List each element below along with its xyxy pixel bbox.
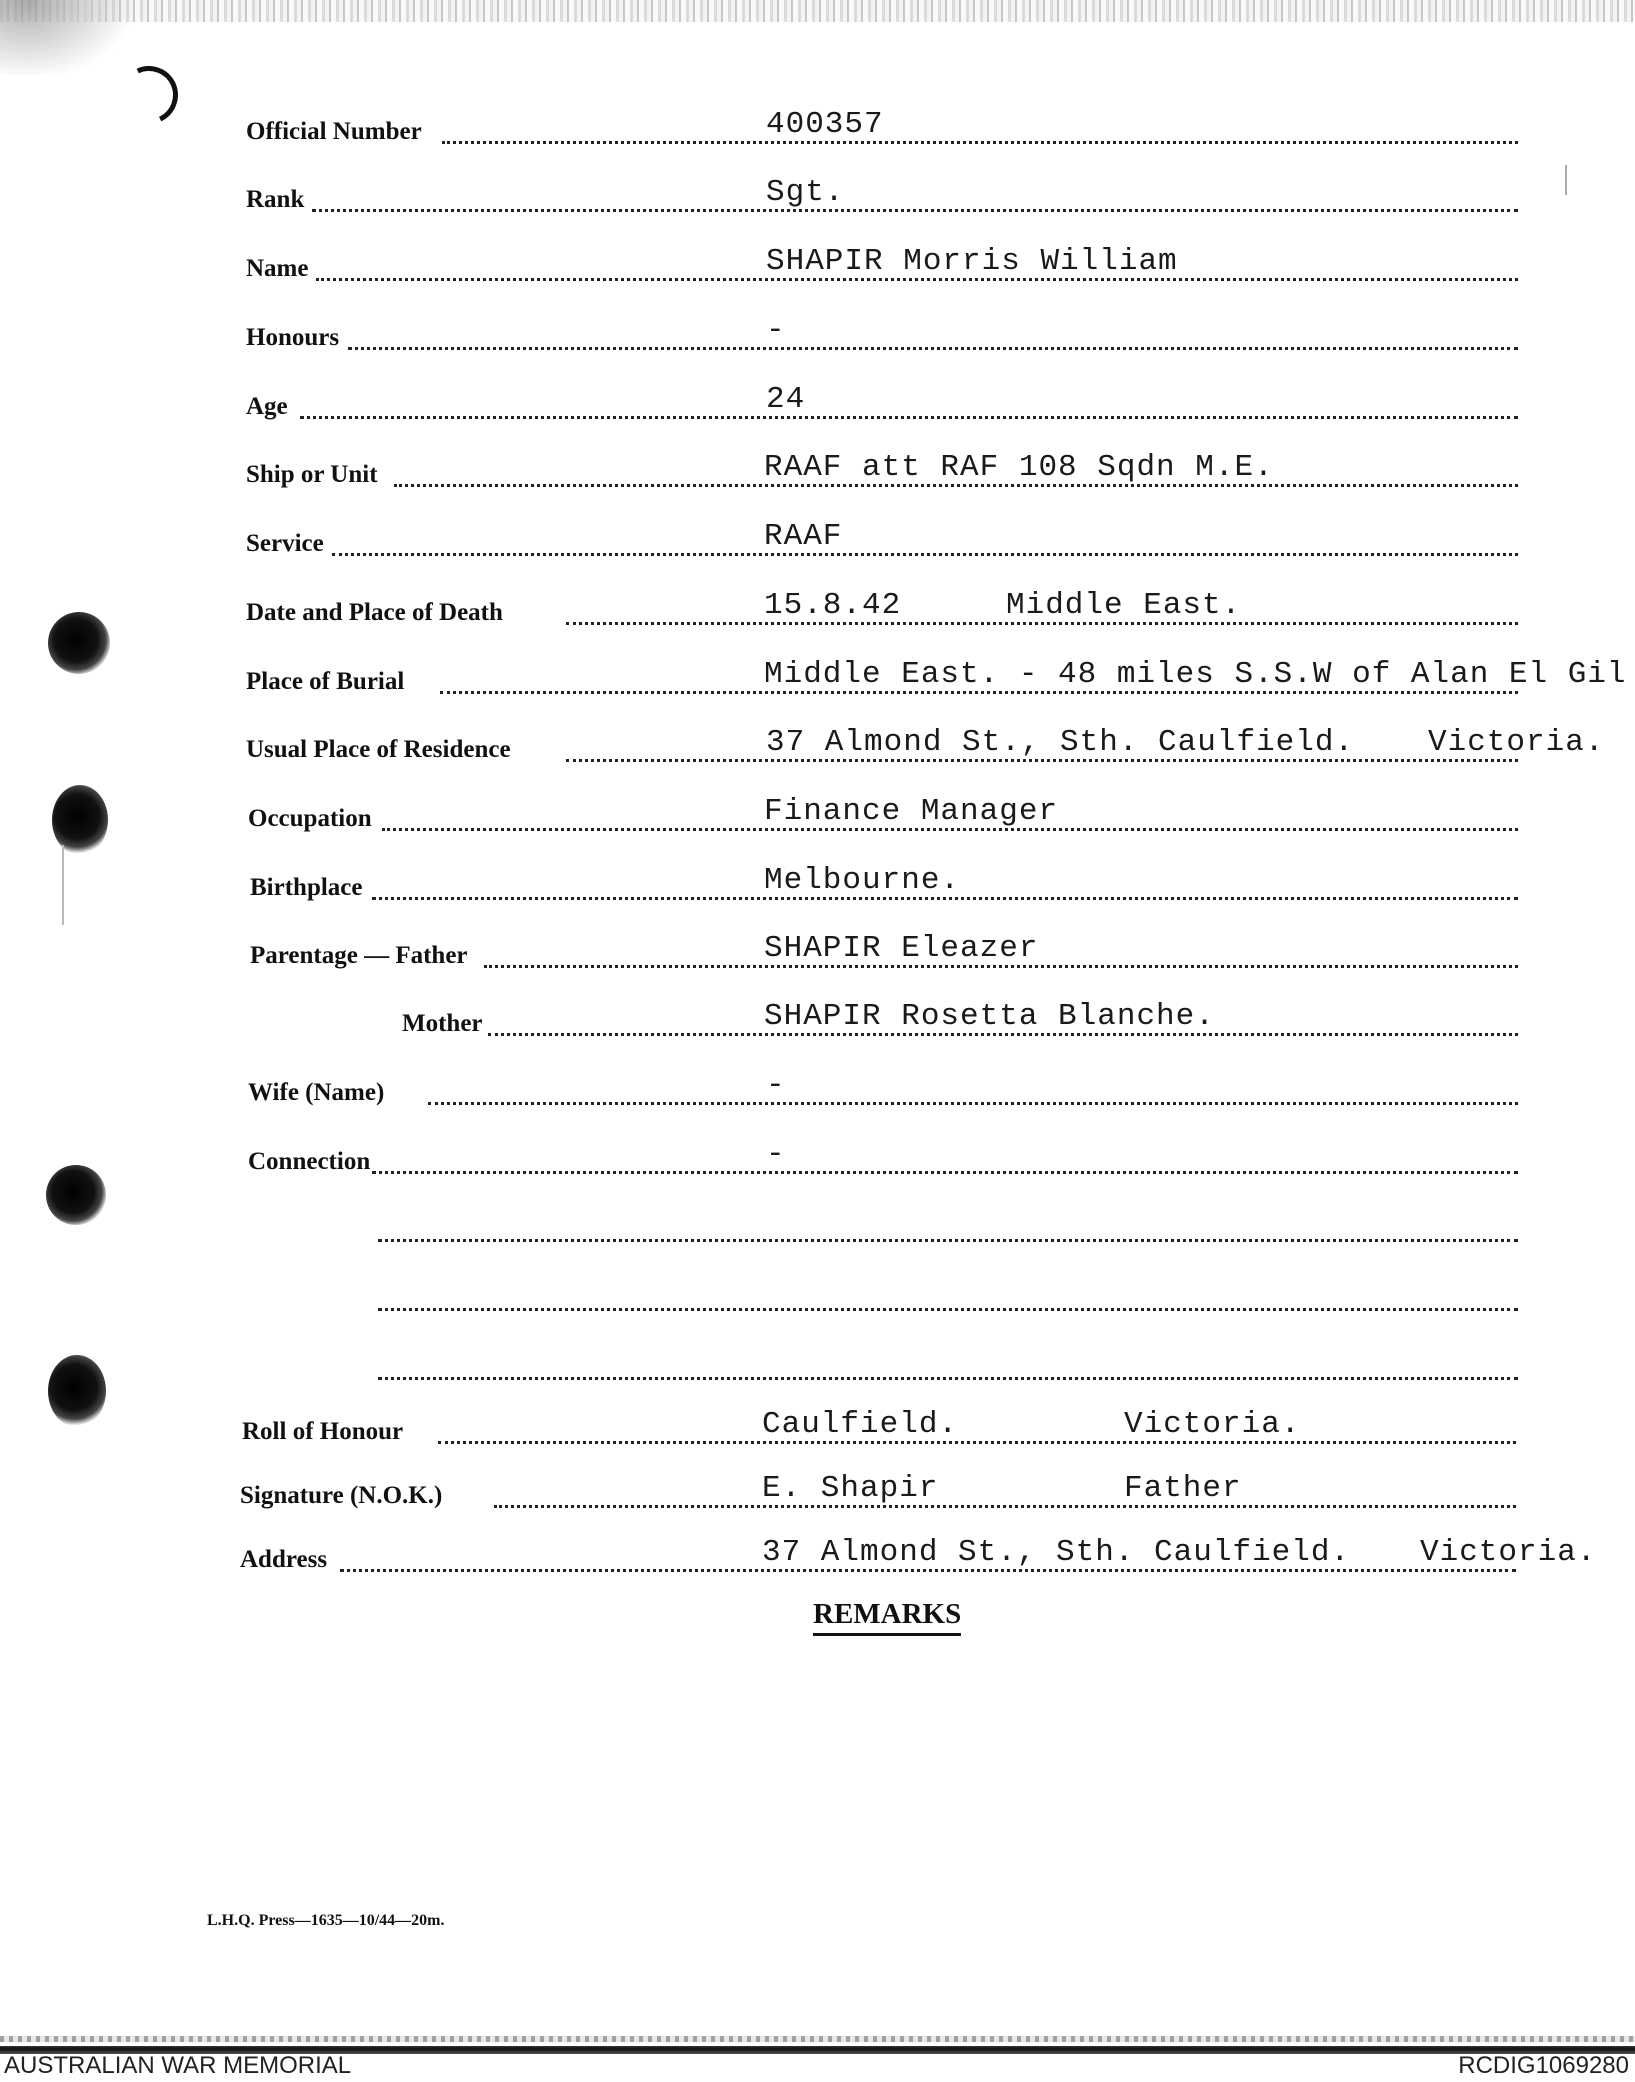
dotted-line <box>300 416 1518 419</box>
dotted-line <box>438 1441 1516 1444</box>
field-wife-name <box>0 1068 1635 1111</box>
field-value-secondary: Victoria. <box>1428 725 1605 760</box>
field-value: 24 <box>766 382 806 417</box>
field-value: SHAPIR Rosetta Blanche. <box>764 999 1215 1034</box>
dotted-line <box>378 1308 1518 1311</box>
field-value: - <box>766 1068 786 1103</box>
field-value: Middle East. - 48 miles S.S.W of Alan El Gil <box>764 657 1627 692</box>
field-occupation <box>0 794 1635 837</box>
field-value: Caulfield. <box>762 1407 959 1442</box>
footer-record-id: RCDIG1069280 <box>1458 2052 1629 2079</box>
field-value-secondary: Middle East. <box>1006 588 1242 623</box>
field-value: Melbourne. <box>764 863 961 898</box>
dotted-line <box>442 141 1518 144</box>
field-value: SHAPIR Morris William <box>766 244 1178 279</box>
field-label: Official Number <box>246 118 422 145</box>
field-label: Parentage — Father <box>250 942 468 969</box>
dotted-line <box>378 1377 1518 1380</box>
field-value-secondary: Father <box>1124 1471 1242 1506</box>
field-address <box>0 1535 1635 1578</box>
field-label: Birthplace <box>250 874 363 901</box>
field-roll-of-honour <box>0 1407 1635 1450</box>
dotted-line <box>312 209 1518 212</box>
field-name <box>0 244 1635 287</box>
field-birthplace <box>0 863 1635 906</box>
field-date-place-death <box>0 588 1635 631</box>
field-place-of-burial <box>0 657 1635 700</box>
printer-mark: L.H.Q. Press—1635—10/44—20m. <box>207 1912 445 1929</box>
field-label: Signature (N.O.K.) <box>240 1482 443 1509</box>
footer-archive-name: AUSTRALIAN WAR MEMORIAL <box>4 2052 352 2079</box>
field-label: Name <box>246 255 309 282</box>
field-usual-residence <box>0 725 1635 768</box>
field-value: - <box>766 313 786 348</box>
field-connection <box>0 1137 1635 1180</box>
field-label: Honours <box>246 324 340 351</box>
field-blank-line <box>0 1208 1635 1248</box>
field-label: Mother <box>402 1010 483 1037</box>
dotted-line <box>494 1505 1516 1508</box>
field-rank <box>0 175 1635 218</box>
field-label: Address <box>240 1546 328 1573</box>
field-value: 15.8.42 <box>764 588 902 623</box>
dotted-line <box>428 1102 1518 1105</box>
field-official-number <box>0 107 1635 150</box>
field-value-secondary: Victoria. <box>1124 1407 1301 1442</box>
field-label: Occupation <box>248 805 372 832</box>
scan-edge-bottom <box>0 2036 1635 2042</box>
field-value: 400357 <box>766 107 884 142</box>
field-honours <box>0 313 1635 356</box>
dotted-line <box>378 1239 1518 1242</box>
field-blank-line <box>0 1346 1635 1386</box>
field-value: SHAPIR Eleazer <box>764 931 1039 966</box>
field-label: Usual Place of Residence <box>246 736 511 763</box>
field-label: Ship or Unit <box>246 461 378 488</box>
field-label: Age <box>246 393 288 420</box>
field-value: 37 Almond St., Sth. Caulfield. <box>762 1535 1351 1570</box>
field-parentage-mother <box>0 999 1635 1042</box>
field-value: 37 Almond St., Sth. Caulfield. <box>766 725 1355 760</box>
remarks-heading: REMARKS <box>813 1598 961 1636</box>
field-value-secondary: Victoria. <box>1420 1535 1597 1570</box>
field-label: Date and Place of Death <box>246 599 503 626</box>
field-value: RAAF att RAF 108 Sqdn M.E. <box>764 450 1274 485</box>
field-value: E. Shapir <box>762 1471 939 1506</box>
field-signature-nok <box>0 1471 1635 1514</box>
field-label: Connection <box>248 1148 371 1175</box>
dotted-line <box>332 553 1518 556</box>
field-label: Roll of Honour <box>242 1418 404 1445</box>
field-value: Sgt. <box>766 175 845 210</box>
field-age <box>0 382 1635 425</box>
field-label: Place of Burial <box>246 668 405 695</box>
field-value: RAAF <box>764 519 843 554</box>
field-ship-or-unit <box>0 450 1635 493</box>
dotted-line <box>348 347 1518 350</box>
field-label: Wife (Name) <box>248 1079 385 1106</box>
field-parentage-father <box>0 931 1635 974</box>
field-value: - <box>766 1137 786 1172</box>
dotted-line <box>372 1171 1518 1174</box>
field-service <box>0 519 1635 562</box>
field-blank-line <box>0 1277 1635 1317</box>
field-label: Service <box>246 530 324 557</box>
field-label: Rank <box>246 186 305 213</box>
scan-smudge <box>0 0 130 75</box>
field-value: Finance Manager <box>764 794 1059 829</box>
scan-edge-top <box>0 0 1635 22</box>
